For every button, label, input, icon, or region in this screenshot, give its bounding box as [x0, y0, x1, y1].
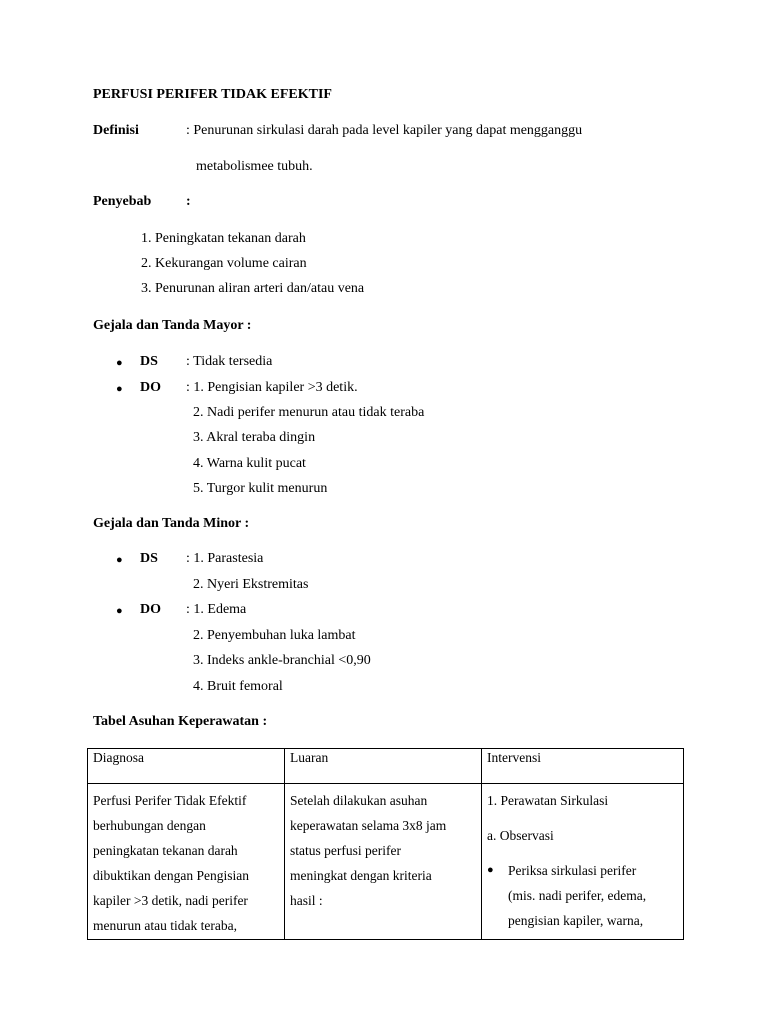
luaran-line: keperawatan selama 3x8 jam: [290, 818, 447, 833]
bullet-dot-icon: ●: [487, 864, 494, 876]
bullet-dot-icon: ●: [116, 357, 123, 369]
intervensi-bullet-list: [487, 858, 678, 933]
intervensi-line1: 1. Perawatan Sirkulasi: [487, 793, 609, 808]
diagnosa-line: menurun atau tidak teraba,: [93, 918, 237, 933]
minor-do-item-1: : 1. Edema: [186, 602, 247, 617]
luaran-line: status perfusi perifer: [290, 843, 401, 858]
cell-diagnosa: [88, 784, 285, 940]
mayor-do-item-1: : 1. Pengisian kapiler >3 detik.: [186, 380, 358, 395]
header-diagnosa: Diagnosa: [88, 749, 285, 784]
diagnosa-line: Perfusi Perifer Tidak Efektif: [93, 793, 247, 808]
diagnosa-line: berhubungan dengan: [93, 818, 206, 833]
luaran-line: hasil :: [290, 893, 323, 908]
diagnosa-line: dibuktikan dengan Pengisian: [93, 868, 249, 883]
minor-do-label: DO: [140, 602, 161, 617]
intervensi-bullet-line: Periksa sirkulasi perifer: [508, 863, 637, 878]
diagnosa-line: kapiler >3 detik, nadi perifer: [93, 893, 248, 908]
mayor-do-item-5: 5. Turgor kulit menurun: [193, 481, 328, 496]
minor-ds-label: DS: [140, 551, 158, 566]
mayor-heading: Gejala dan Tanda Mayor :: [93, 318, 252, 333]
luaran-line: meningkat dengan kriteria: [290, 868, 432, 883]
bullet-dot-icon: ●: [116, 605, 123, 617]
diagnosa-line: peningkatan tekanan darah: [93, 843, 238, 858]
minor-do-item-4: 4. Bruit femoral: [193, 679, 283, 694]
table-header-row: [88, 749, 684, 784]
page-title: PERFUSI PERIFER TIDAK EFEKTIF: [93, 87, 332, 102]
nursing-care-table: [87, 748, 684, 940]
table-row: [88, 784, 684, 940]
bullet-dot-icon: ●: [116, 554, 123, 566]
penyebab-label: Penyebab: [93, 194, 152, 209]
minor-heading: Gejala dan Tanda Minor :: [93, 516, 250, 531]
mayor-do-item-2: 2. Nadi perifer menurun atau tidak teraba: [193, 405, 425, 420]
penyebab-item-1: 1. Peningkatan tekanan darah: [141, 231, 306, 246]
mayor-do-item-4: 4. Warna kulit pucat: [193, 456, 306, 471]
minor-do-item-2: 2. Penyembuhan luka lambat: [193, 628, 356, 643]
luaran-line: Setelah dilakukan asuhan: [290, 793, 428, 808]
bullet-dot-icon: ●: [116, 383, 123, 395]
mayor-do-label: DO: [140, 380, 161, 395]
list-item: [487, 858, 678, 933]
mayor-ds-text: : Tidak tersedia: [186, 354, 273, 369]
penyebab-item-2: 2. Kekurangan volume cairan: [141, 256, 307, 271]
minor-ds-item-1: : 1. Parastesia: [186, 551, 264, 566]
intervensi-bullet-line: pengisian kapiler, warna,: [508, 913, 644, 928]
definisi-text-line1: : Penurunan sirkulasi darah pada level kapiler yang dapat mengganggu: [186, 123, 583, 138]
cell-intervensi: [482, 784, 684, 940]
minor-ds-item-2: 2. Nyeri Ekstremitas: [193, 577, 309, 592]
header-intervensi: Intervensi: [482, 749, 684, 784]
definisi-text-line2: metabolismee tubuh.: [196, 159, 313, 174]
mayor-ds-label: DS: [140, 354, 158, 369]
definisi-label: Definisi: [93, 123, 139, 138]
cell-luaran: [285, 784, 482, 940]
minor-do-item-3: 3. Indeks ankle-branchial <0,90: [193, 653, 371, 668]
header-luaran: Luaran: [285, 749, 482, 784]
intervensi-bullet-line: (mis. nadi perifer, edema,: [508, 888, 647, 903]
table-heading: Tabel Asuhan Keperawatan :: [93, 714, 268, 729]
penyebab-item-3: 3. Penurunan aliran arteri dan/atau vena: [141, 281, 365, 296]
penyebab-colon: :: [186, 194, 191, 209]
intervensi-line2: a. Observasi: [487, 828, 554, 843]
mayor-do-item-3: 3. Akral teraba dingin: [193, 430, 316, 445]
